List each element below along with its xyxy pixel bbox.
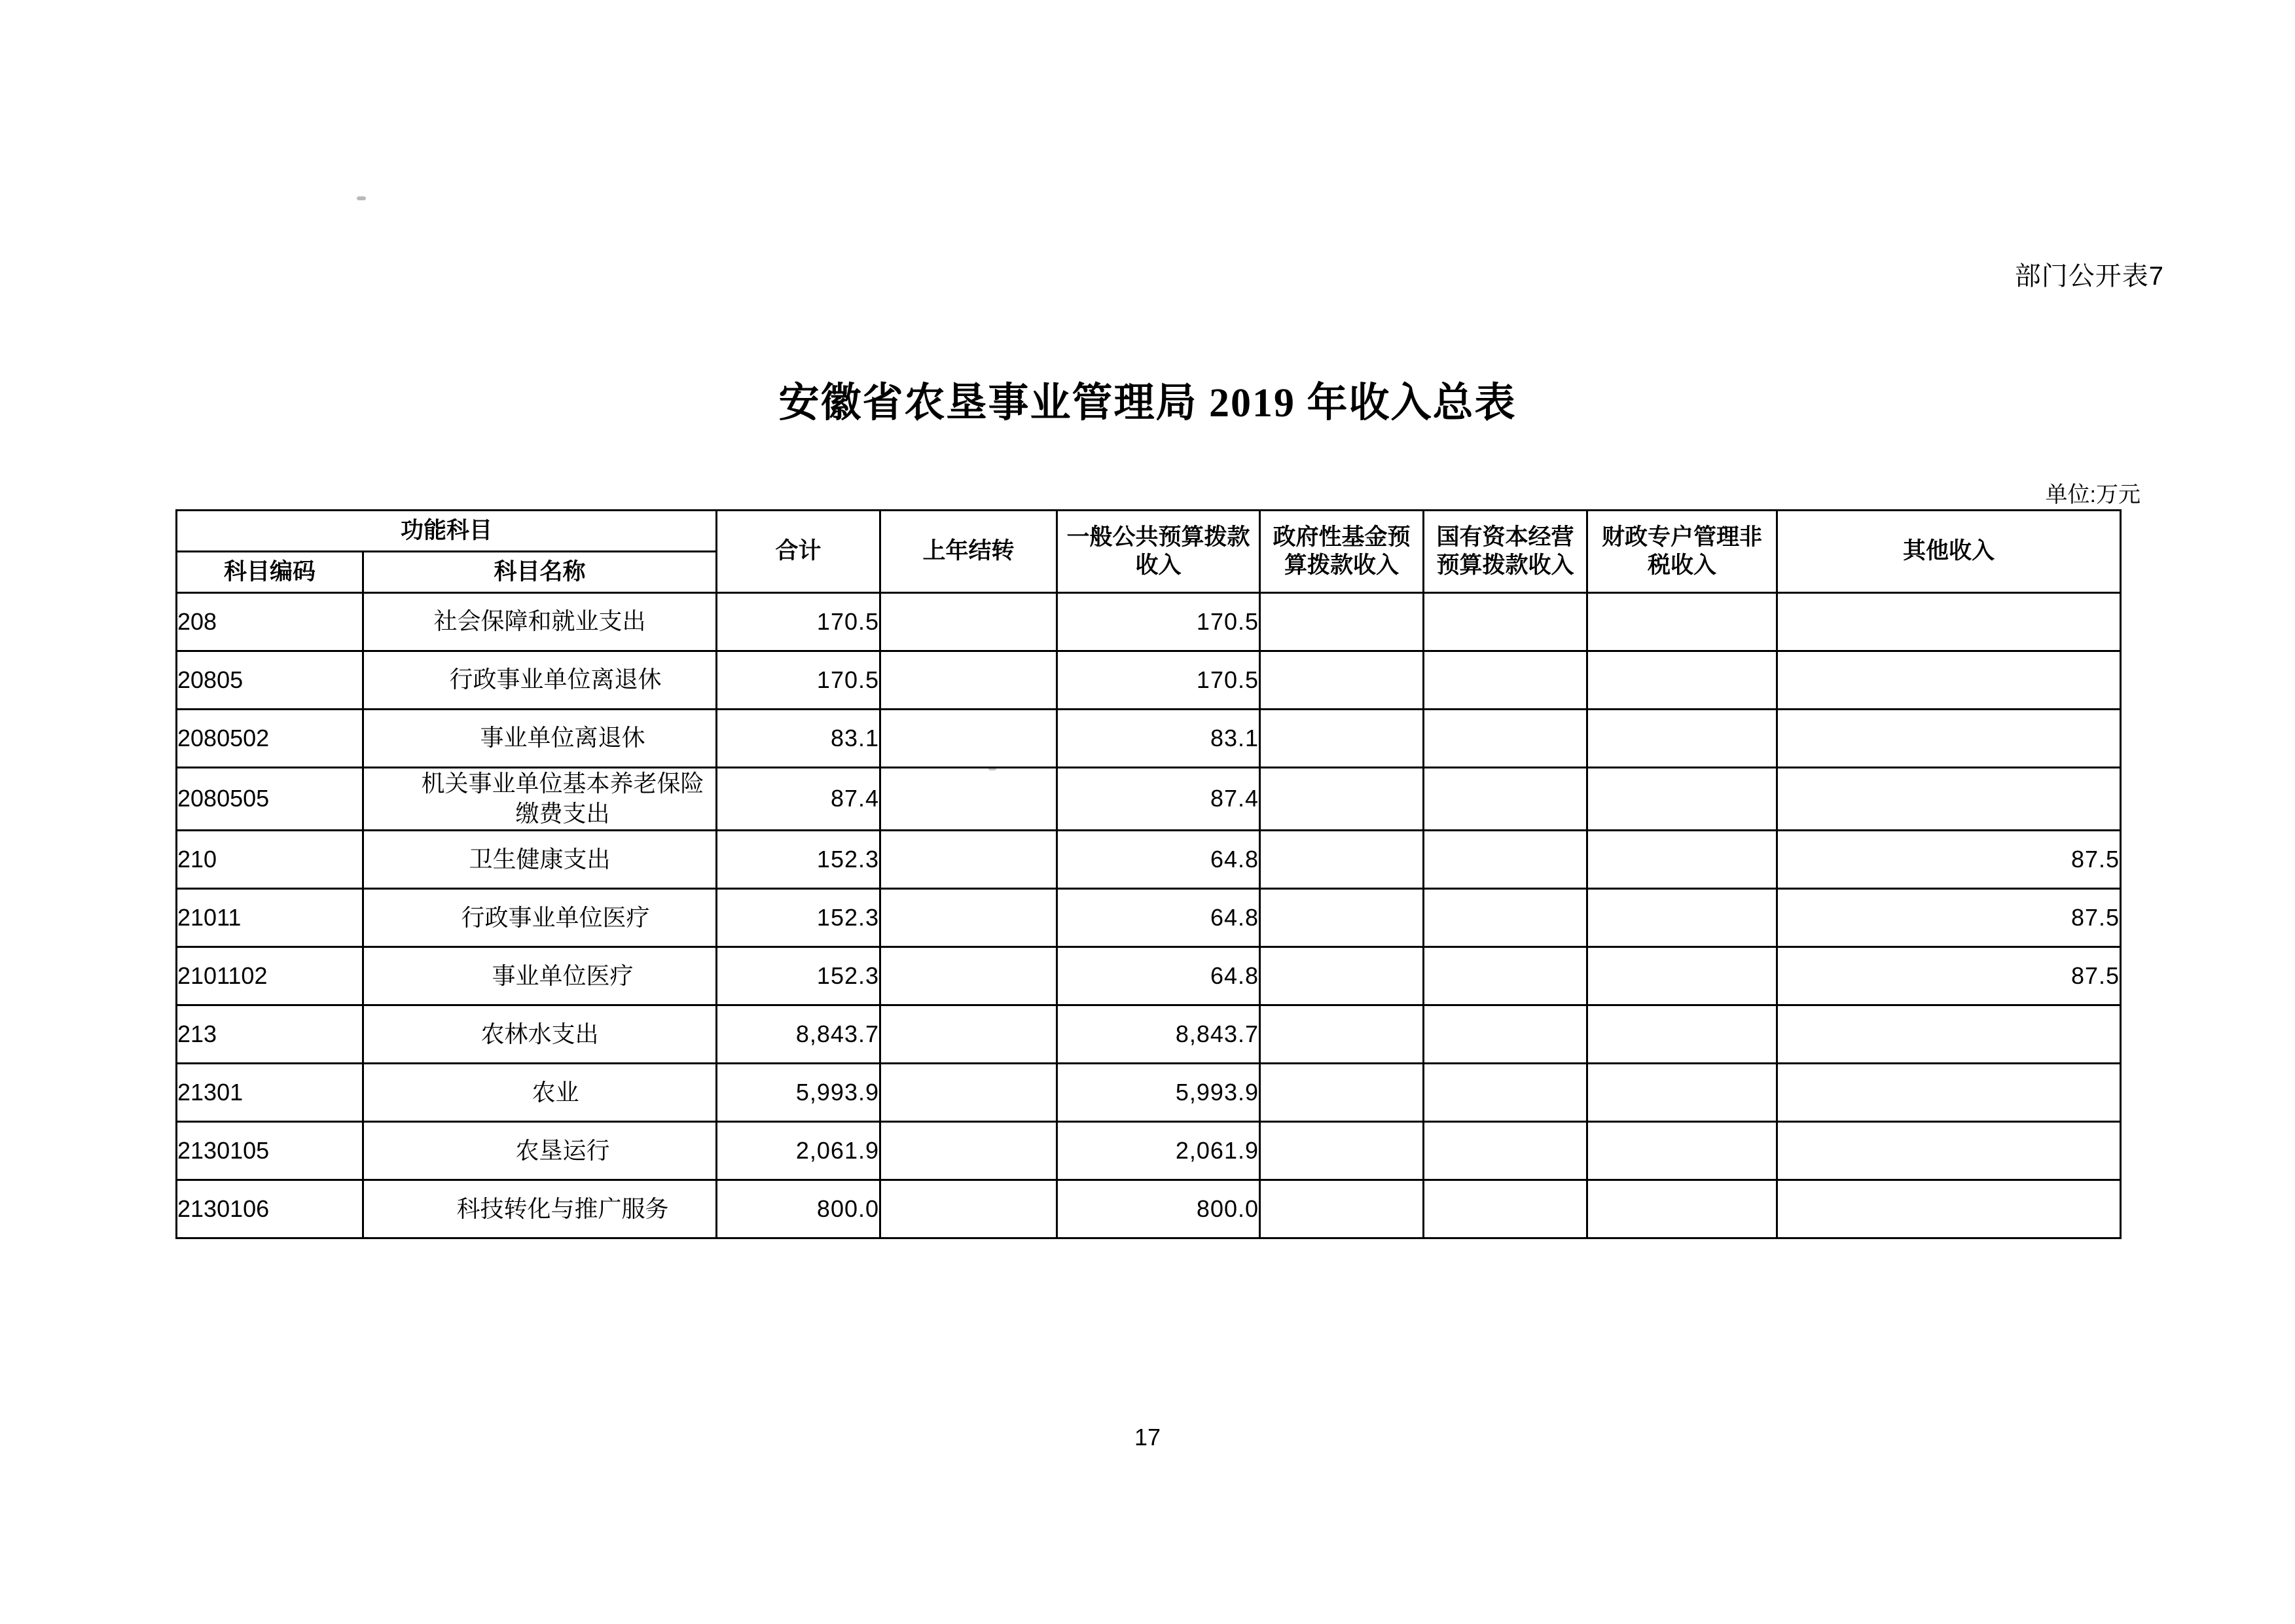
cell-subject-name: 农业 (363, 1064, 717, 1122)
cell-total: 5,993.9 (717, 1064, 880, 1122)
cell-other (1777, 1005, 2121, 1064)
income-summary-table (175, 509, 2122, 1239)
column-header-gov-fund: 政府性基金预算拨款收入 (1260, 511, 1424, 593)
cell-gov-fund (1260, 767, 1424, 831)
cell-subject-name: 事业单位离退休 (363, 709, 717, 767)
table-row (177, 947, 2121, 1005)
cell-other: 87.5 (1777, 889, 2121, 947)
cell-total: 800.0 (717, 1180, 880, 1238)
cell-total: 170.5 (717, 651, 880, 709)
cell-gov-fund (1260, 592, 1424, 651)
cell-fiscal-account (1587, 709, 1777, 767)
column-header-total: 合计 (717, 511, 880, 593)
cell-soe-capital (1424, 947, 1587, 1005)
cell-public-budget: 170.5 (1057, 651, 1260, 709)
cell-public-budget: 800.0 (1057, 1180, 1260, 1238)
cell-carryover (880, 709, 1057, 767)
cell-subject-code: 208 (177, 592, 363, 651)
column-header-subject-code: 科目编码 (177, 551, 363, 592)
cell-subject-name: 事业单位医疗 (363, 947, 717, 1005)
cell-carryover (880, 592, 1057, 651)
table-row (177, 831, 2121, 889)
column-header-subject-name: 科目名称 (363, 551, 717, 592)
cell-subject-code: 2130106 (177, 1180, 363, 1238)
cell-subject-code: 2080502 (177, 709, 363, 767)
table-row (177, 767, 2121, 831)
cell-subject-name: 社会保障和就业支出 (363, 592, 717, 651)
cell-subject-name: 科技转化与推广服务 (363, 1180, 717, 1238)
table-row (177, 1064, 2121, 1122)
cell-gov-fund (1260, 1180, 1424, 1238)
cell-other (1777, 651, 2121, 709)
cell-public-budget: 2,061.9 (1057, 1122, 1260, 1180)
column-header-fiscal-account: 财政专户管理非税收入 (1587, 511, 1777, 593)
cell-fiscal-account (1587, 947, 1777, 1005)
cell-subject-name: 农垦运行 (363, 1122, 717, 1180)
table-row (177, 1005, 2121, 1064)
cell-gov-fund (1260, 889, 1424, 947)
cell-fiscal-account (1587, 767, 1777, 831)
cell-soe-capital (1424, 1005, 1587, 1064)
cell-soe-capital (1424, 592, 1587, 651)
table-header-row-top (177, 511, 2121, 552)
cell-subject-code: 21011 (177, 889, 363, 947)
cell-total: 8,843.7 (717, 1005, 880, 1064)
cell-other: 87.5 (1777, 831, 2121, 889)
cell-carryover (880, 651, 1057, 709)
cell-subject-name: 机关事业单位基本养老保险缴费支出 (363, 767, 717, 831)
cell-subject-code: 2101102 (177, 947, 363, 1005)
cell-other (1777, 767, 2121, 831)
cell-other (1777, 1180, 2121, 1238)
cell-public-budget: 64.8 (1057, 947, 1260, 1005)
cell-gov-fund (1260, 1005, 1424, 1064)
cell-carryover (880, 831, 1057, 889)
cell-total: 152.3 (717, 947, 880, 1005)
column-header-other-income: 其他收入 (1777, 511, 2121, 593)
cell-public-budget: 64.8 (1057, 831, 1260, 889)
cell-subject-name: 行政事业单位离退休 (363, 651, 717, 709)
table-body (177, 592, 2121, 1238)
cell-public-budget: 83.1 (1057, 709, 1260, 767)
cell-subject-code: 21301 (177, 1064, 363, 1122)
cell-soe-capital (1424, 1122, 1587, 1180)
table-row (177, 651, 2121, 709)
cell-subject-code: 2080505 (177, 767, 363, 831)
cell-subject-name: 卫生健康支出 (363, 831, 717, 889)
cell-soe-capital (1424, 651, 1587, 709)
unit-label: 单位:万元 (2045, 482, 2141, 507)
cell-soe-capital (1424, 889, 1587, 947)
cell-total: 83.1 (717, 709, 880, 767)
cell-gov-fund (1260, 1122, 1424, 1180)
cell-soe-capital (1424, 767, 1587, 831)
cell-fiscal-account (1587, 889, 1777, 947)
cell-total: 152.3 (717, 831, 880, 889)
table-row (177, 592, 2121, 651)
cell-soe-capital (1424, 1064, 1587, 1122)
stray-mark-icon (357, 196, 366, 200)
cell-subject-name: 行政事业单位医疗 (363, 889, 717, 947)
cell-public-budget: 8,843.7 (1057, 1005, 1260, 1064)
column-header-public-budget: 一般公共预算拨款收入 (1057, 511, 1260, 593)
cell-gov-fund (1260, 709, 1424, 767)
cell-other (1777, 592, 2121, 651)
column-header-soe-capital: 国有资本经营预算拨款收入 (1424, 511, 1587, 593)
cell-fiscal-account (1587, 1180, 1777, 1238)
cell-total: 2,061.9 (717, 1122, 880, 1180)
cell-subject-code: 20805 (177, 651, 363, 709)
cell-public-budget: 170.5 (1057, 592, 1260, 651)
cell-fiscal-account (1587, 1005, 1777, 1064)
cell-fiscal-account (1587, 651, 1777, 709)
cell-carryover (880, 1005, 1057, 1064)
page-title: 安徽省农垦事业管理局 2019 年收入总表 (778, 381, 1517, 425)
cell-carryover (880, 889, 1057, 947)
cell-subject-code: 210 (177, 831, 363, 889)
cell-gov-fund (1260, 651, 1424, 709)
cell-gov-fund (1260, 947, 1424, 1005)
cell-soe-capital (1424, 1180, 1587, 1238)
cell-other: 87.5 (1777, 947, 2121, 1005)
cell-public-budget: 64.8 (1057, 889, 1260, 947)
cell-public-budget: 5,993.9 (1057, 1064, 1260, 1122)
cell-gov-fund (1260, 1064, 1424, 1122)
cell-carryover (880, 947, 1057, 1005)
cell-subject-code: 213 (177, 1005, 363, 1064)
table-row (177, 889, 2121, 947)
cell-gov-fund (1260, 831, 1424, 889)
column-header-carryover: 上年结转 (880, 511, 1057, 593)
cell-public-budget: 87.4 (1057, 767, 1260, 831)
cell-fiscal-account (1587, 1122, 1777, 1180)
cell-soe-capital (1424, 831, 1587, 889)
cell-total: 87.4 (717, 767, 880, 831)
cell-carryover (880, 767, 1057, 831)
cell-carryover (880, 1180, 1057, 1238)
cell-carryover (880, 1064, 1057, 1122)
cell-soe-capital (1424, 709, 1587, 767)
cell-subject-name: 农林水支出 (363, 1005, 717, 1064)
cell-other (1777, 1122, 2121, 1180)
cell-carryover (880, 1122, 1057, 1180)
table-row (177, 1122, 2121, 1180)
cell-total: 170.5 (717, 592, 880, 651)
column-header-function-group: 功能科目 (177, 511, 717, 552)
cell-fiscal-account (1587, 592, 1777, 651)
document-header-label: 部门公开表7 (2014, 262, 2164, 291)
cell-fiscal-account (1587, 1064, 1777, 1122)
cell-fiscal-account (1587, 831, 1777, 889)
table-row (177, 709, 2121, 767)
cell-other (1777, 1064, 2121, 1122)
page-number: 17 (1134, 1424, 1161, 1451)
cell-other (1777, 709, 2121, 767)
table-row (177, 1180, 2121, 1238)
cell-total: 152.3 (717, 889, 880, 947)
cell-subject-code: 2130105 (177, 1122, 363, 1180)
